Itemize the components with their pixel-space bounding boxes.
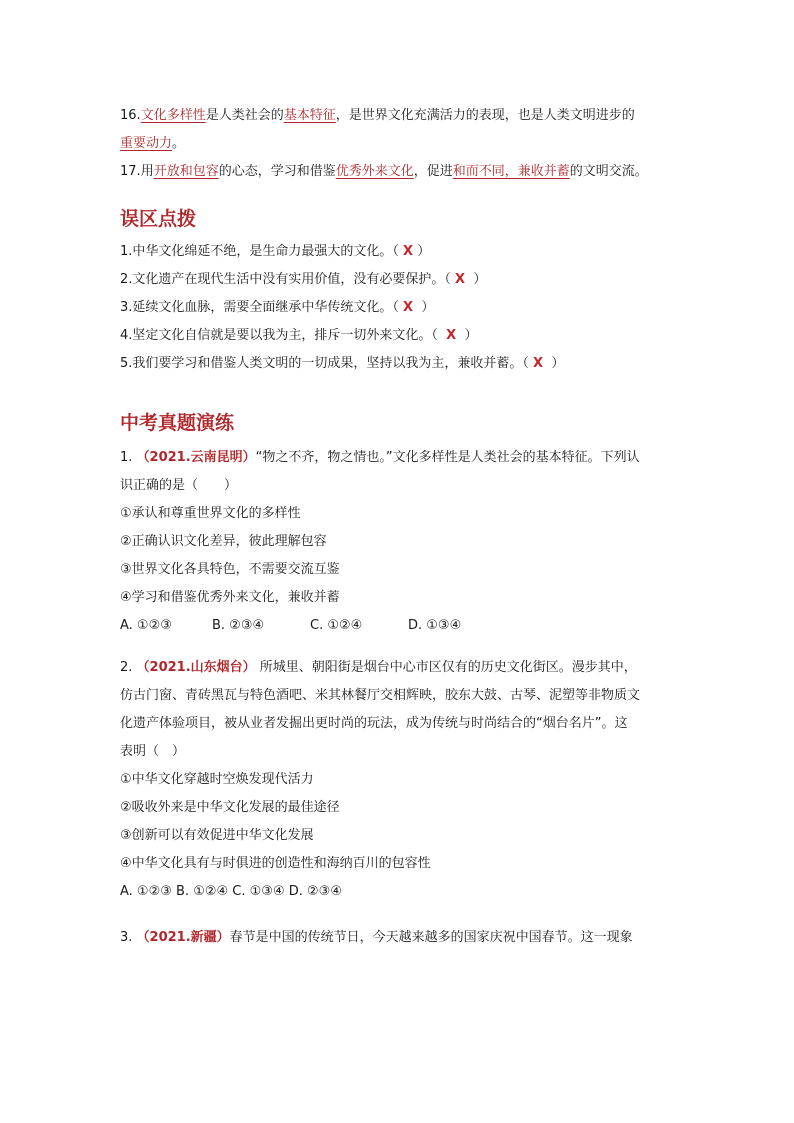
statement: ③创新可以有效促进中华文化发展 <box>120 828 314 843</box>
item-text: 。 <box>172 136 186 151</box>
question-stem: 1. （2021.云南昆明）“物之不齐，物之情也。”文化多样性是人类社会的基本特征。下列认 <box>120 450 640 465</box>
item-text: ，是世界文化充满活力的表现，也是人类文明进步的 <box>335 108 635 123</box>
question-stem: 2. （2021.山东烟台） 所城里、朝阳街是烟台中心市区仅有的历史文化街区。漫步其中， <box>120 660 637 675</box>
question-stem-continued: 表明（ ） <box>120 744 186 759</box>
statement: ①承认和尊重世界文化的多样性 <box>120 506 301 521</box>
key-term: 文化多样性 <box>140 108 206 123</box>
wrong-mark: X <box>403 300 414 315</box>
item-text: 是人类社会的 <box>205 108 284 123</box>
statement: ③世界文化各具特色，不需要交流互鉴 <box>120 562 340 577</box>
item-text: 的文明交流。 <box>569 164 648 179</box>
wrong-mark: X <box>455 272 466 287</box>
misconception-item: 5.我们要学习和借鉴人类文明的一切成果，坚持以我为主，兼收并蓄。（ X ） <box>120 356 565 371</box>
option-d: D. ①③④ <box>408 618 462 633</box>
misconception-item: 3.延续文化血脉，需要全面继承中华传统文化。（ X ） <box>120 300 435 315</box>
item-number: 16. <box>120 108 141 123</box>
question-stem-continued: 识正确的是（ ） <box>120 478 238 493</box>
wrong-mark: X <box>533 356 544 371</box>
question-source: （2021.山东烟台） <box>136 660 256 675</box>
question-stem-continued: 化遗产体验项目，被从业者发掘出更时尚的玩法，成为传统与时尚结合的“烟台名片”。这 <box>120 716 628 731</box>
question-3 <box>120 924 680 952</box>
misconception-item: 2.文化遗产在现代生活中没有实用价值，没有必要保护。（ X ） <box>120 272 487 287</box>
item-text: 的心态，学习和借鉴 <box>218 164 336 179</box>
key-term: 重要动力 <box>120 136 173 151</box>
section-heading-exam: 中考真题演练 <box>120 412 235 434</box>
summary-item-16-continued <box>120 130 680 158</box>
answer-options: A. ①②③ B. ①②④ C. ①③④ D. ②③④ <box>120 884 342 899</box>
misconception-item: 4.坚定文化自信就是要以我为主，排斥一切外来文化。（ X ） <box>120 328 478 343</box>
question-2 <box>120 654 680 906</box>
question-1 <box>120 444 680 640</box>
statement: ①中华文化穿越时空焕发现代活力 <box>120 772 314 787</box>
summary-item-16 <box>120 102 680 130</box>
summary-item-17 <box>120 158 680 186</box>
option-a: A. ①②③ <box>120 618 172 633</box>
misconception-item: 1.中华文化绵延不绝，是生命力最强大的文化。（ X ） <box>120 244 431 259</box>
key-term: 基本特征 <box>283 108 336 123</box>
document-content <box>120 102 680 952</box>
statement: ④中华文化具有与时俱进的创造性和海纳百川的包容性 <box>120 856 431 871</box>
item-number: 17. <box>120 164 141 179</box>
option-c: C. ①②④ <box>310 618 363 633</box>
option-b: B. ②③④ <box>212 618 265 633</box>
answer-options <box>120 612 680 640</box>
statement: ④学习和借鉴优秀外来文化，兼收并蓄 <box>120 590 340 605</box>
key-term: 优秀外来文化 <box>335 164 414 179</box>
statement: ②吸收外来是中华文化发展的最佳途径 <box>120 800 340 815</box>
section-heading-misconceptions: 误区点拨 <box>120 208 197 230</box>
question-stem: 3. （2021.新疆）春节是中国的传统节日，今天越来越多的国家庆祝中国春节。这一现象 <box>120 930 633 945</box>
item-text: 用 <box>140 164 154 179</box>
wrong-mark: X <box>403 244 414 259</box>
wrong-mark: X <box>446 328 457 343</box>
item-text: ，促进 <box>413 164 453 179</box>
question-stem-continued: 仿古门窗、青砖黑瓦与特色酒吧、米其林餐厅交相辉映，胶东大鼓、古琴、泥塑等非物质文 <box>120 688 641 703</box>
key-term: 和而不同，兼收并蓄 <box>452 164 570 179</box>
key-term: 开放和包容 <box>153 164 219 179</box>
misconception-list <box>120 238 680 378</box>
question-source: （2021.云南昆明） <box>136 450 256 465</box>
statement: ②正确认识文化差异，彼此理解包容 <box>120 534 327 549</box>
question-source: （2021.新疆） <box>136 930 230 945</box>
